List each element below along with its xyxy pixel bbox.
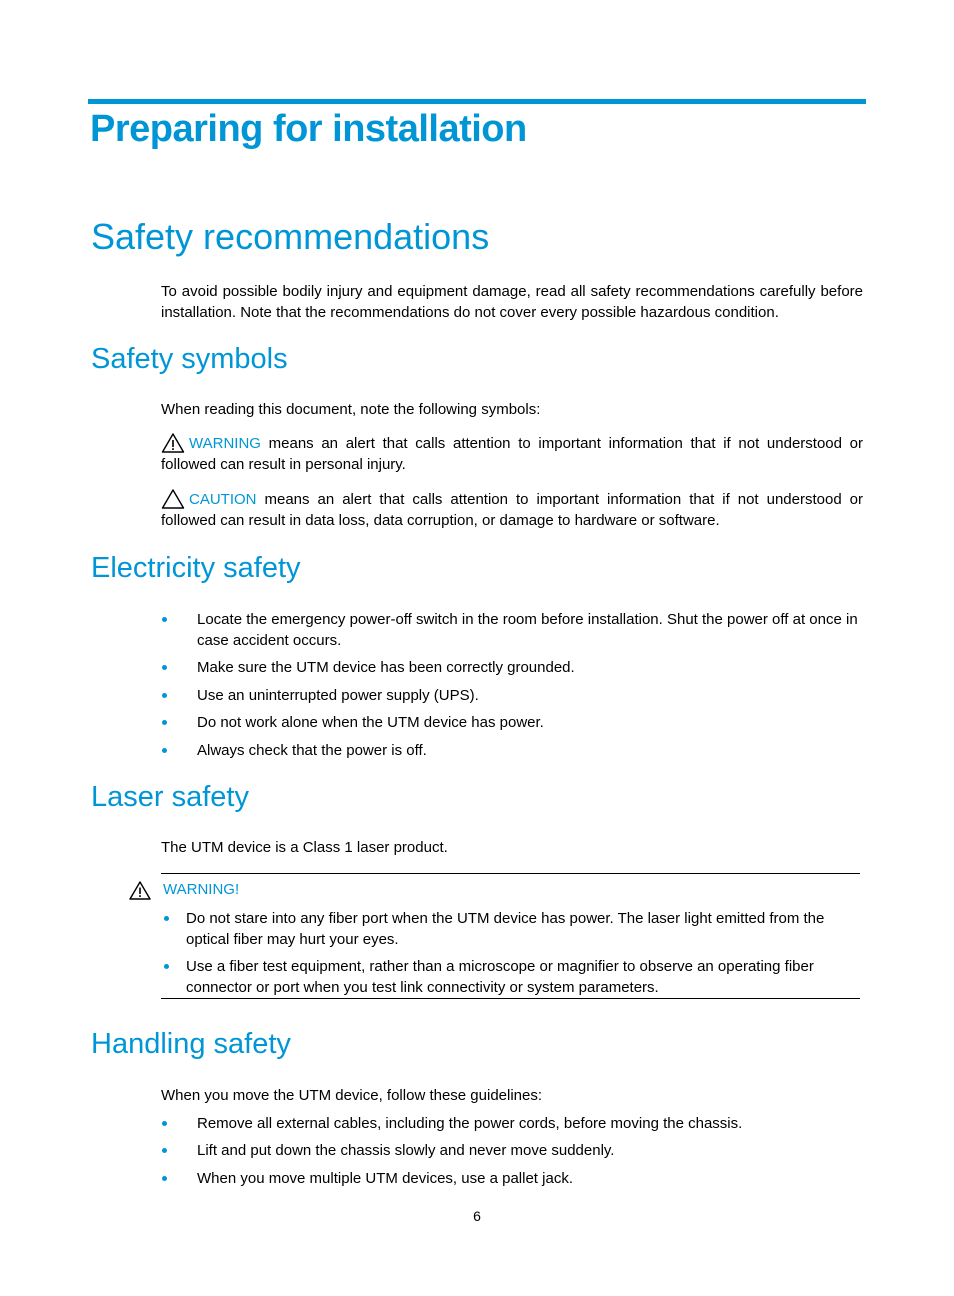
page-number: 6: [473, 1208, 481, 1224]
warning-box-bottom-rule: [161, 998, 860, 999]
warning-keyword: WARNING: [189, 435, 261, 452]
list-item-text: Always check that the power is off.: [197, 742, 427, 759]
bullet-dot-icon: [162, 1121, 167, 1126]
bullet-dot-icon: [162, 720, 167, 725]
caution-definition: [161, 489, 863, 531]
list-item-text: Do not stare into any fiber port when the UTM device has power. The laser light emitted from the optical fiber may hurt your eyes.: [186, 910, 825, 948]
bullet-dot-icon: [164, 916, 169, 921]
bullet-dot-icon: [164, 964, 169, 969]
warning-box-top-rule: [161, 873, 860, 874]
handling-safety-list: [161, 1113, 863, 1189]
bullet-dot-icon: [162, 665, 167, 670]
laser-safety-lead: The UTM device is a Class 1 laser product.: [161, 839, 448, 856]
warning-description: means an alert that calls attention to important information that if not understood or followed can result in personal injury.: [161, 435, 863, 473]
bullet-dot-icon: [162, 617, 167, 622]
list-item-text: When you move multiple UTM devices, use a pallet jack.: [197, 1170, 573, 1187]
bullet-dot-icon: [162, 748, 167, 753]
list-item-text: Locate the emergency power-off switch in the room before installation. Shut the power off at once in case accident occurs.: [197, 611, 858, 649]
list-item: [161, 609, 863, 651]
list-item-text: Use a fiber test equipment, rather than a microscope or magnifier to observe an operating fiber connector or port when you test link connectivity or system parameters.: [186, 958, 814, 996]
list-item: [161, 1168, 863, 1189]
list-item: [161, 1113, 863, 1134]
warning-definition: [161, 433, 863, 475]
list-item-text: Do not work alone when the UTM device has power.: [197, 714, 544, 731]
warning-triangle-icon: [129, 881, 151, 900]
caution-description: means an alert that calls attention to important information that if not understood or followed can result in data loss, data corruption, or damage to hardware or software.: [161, 491, 863, 529]
caution-triangle-icon: [161, 489, 185, 509]
laser-safety-heading: Laser safety: [91, 781, 249, 813]
list-item-text: Lift and put down the chassis slowly and never move suddenly.: [197, 1142, 615, 1159]
laser-warning-list: [161, 908, 841, 998]
safety-symbols-heading: Safety symbols: [91, 343, 288, 375]
bullet-dot-icon: [162, 1148, 167, 1153]
handling-safety-lead: When you move the UTM device, follow these guidelines:: [161, 1087, 543, 1104]
electricity-safety-list: [161, 609, 863, 761]
list-item-text: Remove all external cables, including the power cords, before moving the chassis.: [197, 1115, 743, 1132]
list-item: [161, 908, 841, 950]
list-item-text: Make sure the UTM device has been correctly grounded.: [197, 659, 575, 676]
list-item-text: Use an uninterrupted power supply (UPS).: [197, 687, 479, 704]
handling-safety-heading: Handling safety: [91, 1028, 291, 1060]
intro-paragraph: To avoid possible bodily injury and equipment damage, read all safety recommendations carefully before installation. Note that the recommendations do not cover every possible hazardous condition.: [161, 283, 863, 321]
chapter-title: Preparing for installation: [90, 108, 527, 150]
warning-triangle-icon: [161, 433, 185, 453]
list-item: [161, 685, 863, 706]
section-title: Safety recommendations: [91, 216, 490, 257]
bullet-dot-icon: [162, 693, 167, 698]
list-item: [161, 1140, 863, 1161]
bullet-dot-icon: [162, 1176, 167, 1181]
list-item: [161, 740, 863, 761]
list-item: [161, 712, 863, 733]
chapter-top-rule: [88, 99, 866, 104]
list-item: [161, 956, 841, 998]
caution-keyword: CAUTION: [189, 491, 257, 508]
safety-symbols-lead: When reading this document, note the following symbols:: [161, 401, 541, 418]
warning-label: WARNING!: [163, 881, 240, 898]
list-item: [161, 657, 863, 678]
electricity-safety-heading: Electricity safety: [91, 552, 301, 584]
